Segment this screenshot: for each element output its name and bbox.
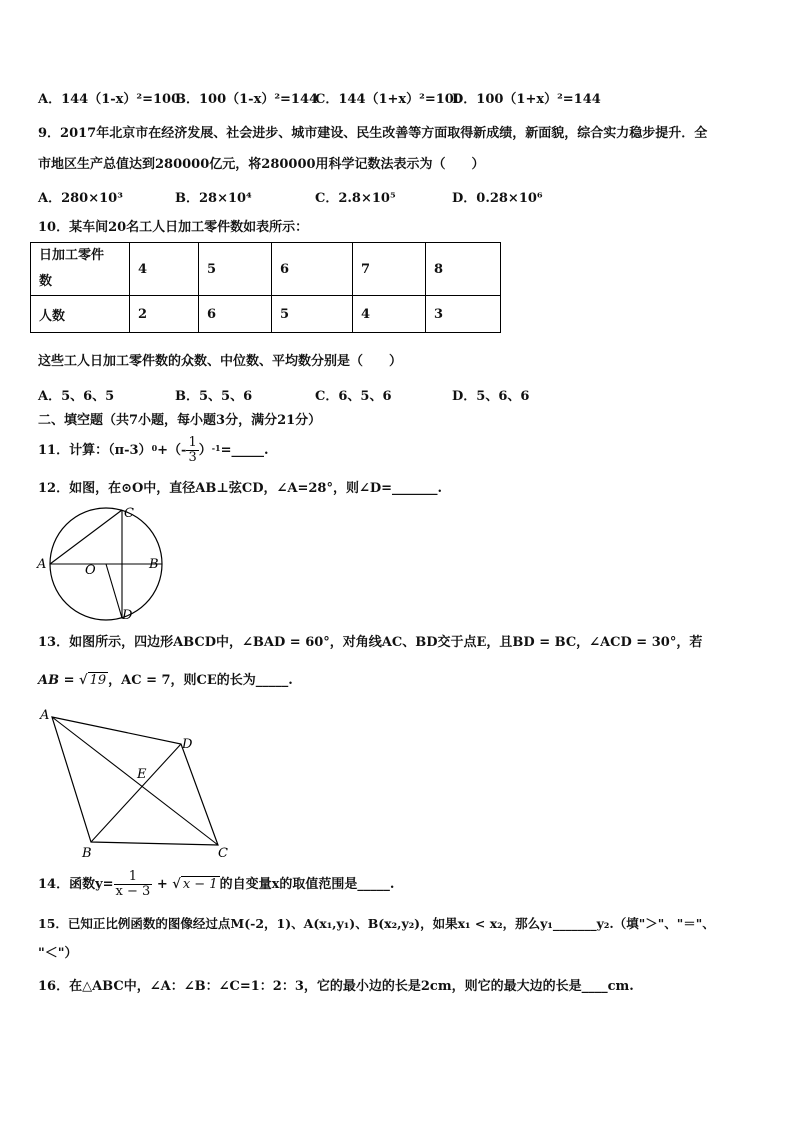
point-label-b: B — [149, 557, 159, 572]
q10-option-d: D．5、6、6 — [452, 389, 530, 404]
q11-plus: +（- — [157, 443, 187, 458]
q8-option-b: B．100（1-x）²=144 — [175, 92, 319, 107]
q10-question: 这些工人日加工零件数的众数、中位数、平均数分别是（ ） — [38, 354, 403, 369]
q8-option-d: D．100（1+x）²=144 — [452, 92, 601, 107]
q9-option-b: B．28×10⁴ — [175, 191, 252, 206]
q13-quadrilateral-figure — [36, 705, 236, 863]
q11-prefix: 11．计算：（π-3） — [38, 443, 152, 458]
q13-ac-text: ，AC = 7，则CE的长为_____. — [108, 673, 293, 688]
q10-option-c: C．6、5、6 — [315, 389, 392, 404]
table-row — [31, 296, 501, 333]
q12-circle-figure — [36, 503, 164, 625]
section-heading: 二、填空题（共7小题，每小题3分，满分21分） — [38, 413, 322, 428]
fraction-numerator: 1 — [114, 870, 153, 885]
table-cell: 4 — [353, 296, 426, 333]
q11-fraction — [186, 436, 198, 465]
point-label-d: D — [122, 608, 133, 623]
table-cell: 4 — [130, 243, 199, 296]
q10-option-a: A．5、6、5 — [38, 389, 115, 404]
table-row — [31, 243, 501, 296]
q9-option-d: D．0.28×10⁶ — [452, 191, 543, 206]
table-cell: 6 — [199, 296, 272, 333]
q9-option-a: A．280×10³ — [38, 191, 123, 206]
table-cell: 2 — [130, 296, 199, 333]
table-cell: 8 — [426, 243, 501, 296]
q11-text — [38, 436, 269, 470]
q12-text: 12．如图，在⊙O中，直径AB⊥弦CD，∠A=28°，则∠D=_______. — [38, 481, 443, 496]
q11-exponent: 0 — [151, 443, 158, 453]
q8-option-c: C．144（1+x）²=100 — [315, 92, 463, 107]
diagonal-bd — [91, 744, 181, 842]
point-label-b: B — [82, 846, 92, 861]
point-label-c: C — [124, 506, 134, 521]
table-cell: 3 — [426, 296, 501, 333]
q9-option-c: C．2.8×10⁵ — [315, 191, 396, 206]
q10-stem: 10．某车间20名工人日加工零件数如表所示： — [38, 220, 309, 235]
q8-option-a: A．144（1-x）²=100 — [38, 92, 181, 107]
q13-ab-text: AB = — [38, 673, 80, 688]
q11-close-paren: ） — [198, 443, 212, 458]
q14-root: x − 1 — [182, 877, 218, 892]
table-header-cell: 人数 — [31, 296, 130, 333]
table-header-cell — [31, 243, 130, 296]
fraction-denominator: 3 — [188, 450, 197, 465]
table-header-text: 数 — [39, 274, 53, 289]
table-cell: 7 — [353, 243, 426, 296]
point-label-d: D — [182, 737, 193, 752]
point-label-a: A — [37, 557, 47, 572]
table-cell: 6 — [272, 243, 353, 296]
q14-fraction — [114, 870, 153, 899]
q9-stem-line1: 9．2017年北京市在经济发展、社会进步、城市建设、民生改善等方面取得新成绩，新面貌，综合实力稳步提升．全 — [38, 126, 708, 141]
q10-option-b: B．5、5、6 — [175, 389, 253, 404]
q15-stem-line2: "＜"） — [38, 946, 78, 961]
segment-od — [106, 564, 122, 618]
q11-suffix: =_____. — [220, 443, 269, 458]
q14-prefix: 14．函数y= — [38, 877, 114, 892]
segment-ac — [50, 510, 122, 564]
q13-stem-line2: AB = √ 19 ，AC = 7，则CE的长为_____. — [38, 673, 293, 688]
fraction-denominator: x − 3 — [115, 884, 151, 899]
q13-stem-line1: 13．如图所示，四边形ABCD中，∠BAD = 60°，对角线AC、BD交于点E，且BD = BC，∠ACD = 30°，若 — [38, 635, 703, 650]
q9-stem-line2: 市地区生产总值达到280000亿元，将280000用科学记数法表示为（ ） — [38, 157, 485, 172]
q15-stem-line1: 15．已知正比例函数的图像经过点M(-2，1)、A(x₁,y₁)、B(x₂,y₂)，如果x₁ < x₂，那么y₁_______y₂.（填"＞"、"＝"、 — [38, 916, 715, 931]
point-label-a: A — [40, 708, 50, 723]
fraction-numerator: 1 — [188, 435, 197, 450]
q10-table — [30, 242, 501, 333]
q11-exponent: -1 — [211, 443, 221, 453]
table-cell: 5 — [272, 296, 353, 333]
table-header-text: 日加工零件 — [39, 248, 105, 263]
point-label-e: E — [137, 767, 147, 782]
q14-plus: + — [152, 877, 173, 892]
q14-text: 14．函数y= $\frac{1}{x - 3}$ + √ x − 1 的自变量x的取值范围是_____. — [38, 869, 395, 899]
q13-root: 19 — [89, 673, 107, 688]
point-label-c: C — [218, 846, 228, 861]
q16-text: 16．在△ABC中，∠A：∠B：∠C=1：2：3，它的最小边的长是2cm，则它的最大边的长是____cm. — [38, 979, 634, 994]
diagonal-ac — [52, 717, 218, 845]
point-label-o: O — [85, 563, 96, 578]
q14-suffix: 的自变量x的取值范围是_____. — [219, 877, 395, 892]
table-cell: 5 — [199, 243, 272, 296]
